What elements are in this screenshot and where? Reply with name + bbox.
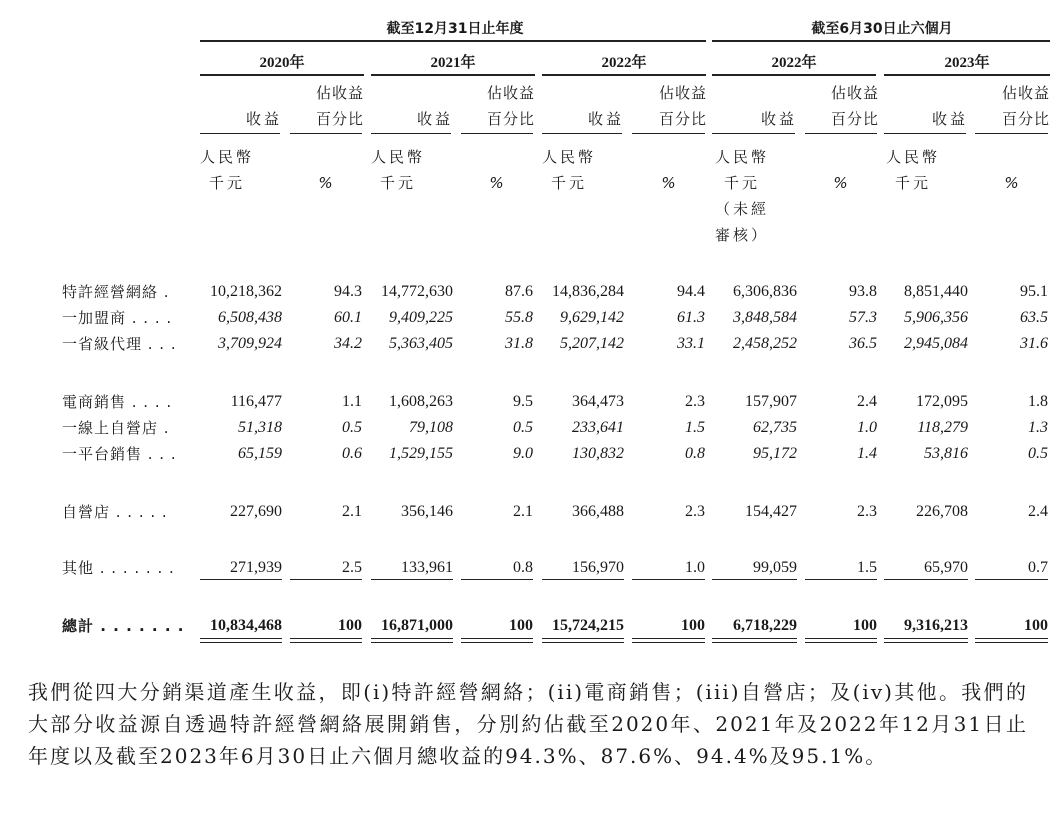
table-cell-revenue: 271,939 [230, 559, 282, 576]
subtotal-rule [461, 579, 533, 580]
table-cell-revenue: 9,629,142 [560, 309, 624, 326]
col-header-pct-line1: 佔收益 [658, 84, 707, 102]
table-cell-revenue: 62,735 [753, 419, 797, 436]
table-cell-revenue: 118,279 [917, 419, 968, 436]
table-cell-pct: 100 [1024, 617, 1048, 634]
table-cell-pct: 1.1 [342, 393, 362, 410]
total-double-rule [975, 642, 1048, 643]
table-row-label: 一加盟商 . . . . [62, 309, 173, 327]
table-cell-revenue: 356,146 [401, 503, 453, 520]
group-header-annual: 截至12月31日止年度 [386, 21, 524, 37]
year-rule [542, 74, 706, 76]
unaudited-line1: （未經 [714, 200, 769, 218]
table-cell-revenue: 233,641 [572, 419, 624, 436]
table-cell-revenue: 10,218,362 [210, 283, 282, 300]
unit-rmb-line1: 人民幣 [541, 148, 596, 166]
year-header-2023: 2023年 [944, 55, 990, 71]
col-header-pct-line2: 百分比 [486, 110, 535, 128]
unit-rmb-line1: 人民幣 [370, 148, 425, 166]
col-header-revenue: 收益 [587, 110, 624, 128]
col-header-pct-line1: 佔收益 [486, 84, 535, 102]
table-cell-pct: 2.5 [342, 559, 362, 576]
table-cell-revenue: 15,724,215 [552, 617, 624, 634]
table-cell-revenue: 3,709,924 [218, 335, 282, 352]
table-cell-revenue: 8,851,440 [904, 283, 968, 300]
table-cell-pct: 100 [338, 617, 362, 634]
table-cell-pct: 100 [853, 617, 877, 634]
table-cell-revenue: 364,473 [572, 393, 624, 410]
description-paragraph: 我們從四大分銷渠道產生收益，即(i)特許經營網絡；(ii)電商銷售；(iii)自營店；及(iv)其他。我們的大部分收益源自透過特許經營網絡展開銷售，分別約佔截至2020年、2021年及2022年12月31日止年度以及截至2023年6月30日止六個月總收益的94.3%、87.6%、94.4%及95.1%。 [28, 680, 1028, 768]
col-header-rule [712, 133, 795, 134]
subtotal-rule [200, 579, 282, 580]
year-header-2020: 2020年 [259, 55, 305, 71]
col-header-rule [542, 133, 622, 134]
table-cell-revenue: 14,836,284 [552, 283, 624, 300]
col-header-rule [461, 133, 533, 134]
table-cell-pct: 60.1 [334, 309, 362, 326]
col-header-pct-line2: 百分比 [1001, 110, 1050, 128]
unit-rmb-line2: 千元 [379, 174, 416, 192]
table-cell-revenue: 154,427 [745, 503, 797, 520]
year-header-2022: 2022年 [601, 55, 647, 71]
table-cell-revenue: 14,772,630 [381, 283, 453, 300]
table-cell-pct: 36.5 [849, 335, 877, 352]
table-cell-pct: 0.5 [513, 419, 533, 436]
total-double-rule [200, 642, 282, 643]
table-cell-pct: 100 [509, 617, 533, 634]
table-cell-pct: 2.3 [685, 503, 705, 520]
col-header-pct-line1: 佔收益 [1001, 84, 1050, 102]
total-double-rule [632, 638, 705, 639]
table-cell-revenue: 157,907 [745, 393, 797, 410]
table-row-label: 總計 . . . . . . . [62, 617, 185, 635]
table-cell-pct: 1.5 [857, 559, 877, 576]
table-cell-revenue: 130,832 [572, 445, 624, 462]
table-cell-pct: 9.5 [513, 393, 533, 410]
table-cell-revenue: 6,306,836 [733, 283, 797, 300]
table-cell-pct: 57.3 [849, 309, 877, 326]
table-cell-revenue: 172,095 [916, 393, 968, 410]
table-cell-pct: 9.0 [513, 445, 533, 462]
table-cell-pct: 55.8 [505, 309, 533, 326]
subtotal-rule [371, 579, 453, 580]
table-cell-revenue: 16,871,000 [381, 617, 453, 634]
unit-rmb-line2: 千元 [208, 174, 245, 192]
subtotal-rule [290, 579, 362, 580]
table-cell-pct: 1.0 [685, 559, 705, 576]
table-cell-pct: 87.6 [505, 283, 533, 300]
table-cell-revenue: 1,608,263 [389, 393, 453, 410]
table-row-label: 一線上自營店 . [62, 419, 170, 437]
table-cell-revenue: 116,477 [230, 393, 282, 410]
table-cell-pct: 93.8 [849, 283, 877, 300]
table-cell-pct: 1.8 [1028, 393, 1048, 410]
col-header-rule [290, 133, 362, 134]
total-double-rule [542, 638, 624, 639]
table-cell-pct: 1.4 [857, 445, 877, 462]
table-cell-pct: 2.3 [857, 503, 877, 520]
total-double-rule [632, 642, 705, 643]
table-cell-revenue: 95,172 [753, 445, 797, 462]
unit-pct: % [661, 174, 679, 192]
table-cell-revenue: 6,508,438 [218, 309, 282, 326]
table-cell-revenue: 9,409,225 [389, 309, 453, 326]
table-cell-pct: 61.3 [677, 309, 705, 326]
col-header-pct-line2: 百分比 [315, 110, 364, 128]
table-cell-revenue: 133,961 [401, 559, 453, 576]
table-row-label: 特許經營網絡 . [62, 283, 170, 301]
table-row-label: 一省級代理 . . . [62, 335, 177, 353]
table-cell-pct: 1.3 [1028, 419, 1048, 436]
table-cell-revenue: 156,970 [572, 559, 624, 576]
total-double-rule [805, 642, 877, 643]
table-cell-revenue: 51,318 [238, 419, 282, 436]
table-cell-revenue: 5,906,356 [904, 309, 968, 326]
total-double-rule [542, 642, 624, 643]
col-header-rule [805, 133, 877, 134]
unit-rmb-line1: 人民幣 [885, 148, 940, 166]
table-cell-revenue: 99,059 [753, 559, 797, 576]
col-header-pct-line1: 佔收益 [315, 84, 364, 102]
year-header-2021: 2021年 [430, 55, 476, 71]
col-header-revenue: 收益 [245, 110, 282, 128]
unit-rmb-line2: 千元 [550, 174, 587, 192]
col-header-revenue: 收益 [760, 110, 797, 128]
total-double-rule [290, 642, 362, 643]
table-row-label: 電商銷售 . . . . [62, 393, 173, 411]
unit-pct: % [489, 174, 507, 192]
table-row-label: 一平台銷售 . . . [62, 445, 177, 463]
total-double-rule [461, 638, 533, 639]
table-cell-revenue: 2,945,084 [904, 335, 968, 352]
table-cell-revenue: 79,108 [409, 419, 453, 436]
table-cell-pct: 95.1 [1020, 283, 1048, 300]
subtotal-rule [805, 579, 877, 580]
table-cell-pct: 2.4 [1028, 503, 1048, 520]
table-cell-revenue: 2,458,252 [733, 335, 797, 352]
col-header-pct-line2: 百分比 [830, 110, 879, 128]
subtotal-rule [712, 579, 797, 580]
total-double-rule [290, 638, 362, 639]
unit-pct: % [318, 174, 336, 192]
subtotal-rule [632, 579, 705, 580]
table-cell-pct: 0.5 [1028, 445, 1048, 462]
subtotal-rule [884, 579, 968, 580]
table-cell-pct: 94.3 [334, 283, 362, 300]
total-double-rule [975, 638, 1048, 639]
col-header-rule [975, 133, 1048, 134]
total-double-rule [884, 638, 968, 639]
year-rule [712, 74, 876, 76]
table-row-label: 其他 . . . . . . . [62, 559, 175, 577]
table-cell-revenue: 3,848,584 [733, 309, 797, 326]
group-rule-annual [200, 40, 706, 42]
year-rule [200, 74, 364, 76]
table-row-label: 自營店 . . . . . [62, 503, 168, 521]
table-cell-revenue: 1,529,155 [389, 445, 453, 462]
table-cell-revenue: 9,316,213 [904, 617, 968, 634]
table-cell-revenue: 366,488 [572, 503, 624, 520]
col-header-pct-line2: 百分比 [658, 110, 707, 128]
year-rule [371, 74, 535, 76]
col-header-rule [884, 133, 966, 134]
table-cell-pct: 0.7 [1028, 559, 1048, 576]
table-cell-pct: 2.1 [513, 503, 533, 520]
unit-rmb-line2: 千元 [894, 174, 931, 192]
table-cell-revenue: 10,834,468 [210, 617, 282, 634]
table-cell-pct: 0.5 [342, 419, 362, 436]
unit-rmb-line2: 千元 [723, 174, 760, 192]
table-cell-pct: 0.6 [342, 445, 362, 462]
year-header-2022-interim: 2022年 [771, 55, 817, 71]
group-rule-interim [712, 40, 1050, 42]
total-double-rule [712, 638, 797, 639]
unit-rmb-line1: 人民幣 [199, 148, 254, 166]
table-cell-pct: 31.8 [505, 335, 533, 352]
col-header-rule [632, 133, 705, 134]
table-cell-pct: 0.8 [513, 559, 533, 576]
table-cell-revenue: 6,718,229 [733, 617, 797, 634]
table-cell-pct: 100 [681, 617, 705, 634]
table-cell-revenue: 65,970 [924, 559, 968, 576]
table-cell-pct: 2.4 [857, 393, 877, 410]
col-header-rule [371, 133, 451, 134]
total-double-rule [371, 638, 453, 639]
unit-rmb-line1: 人民幣 [714, 148, 769, 166]
unaudited-line2: 審核） [714, 226, 769, 244]
table-cell-pct: 94.4 [677, 283, 705, 300]
table-cell-pct: 1.0 [857, 419, 877, 436]
table-cell-revenue: 65,159 [238, 445, 282, 462]
unit-pct: % [1004, 174, 1022, 192]
table-cell-pct: 33.1 [677, 335, 705, 352]
table-cell-revenue: 227,690 [230, 503, 282, 520]
subtotal-rule [542, 579, 624, 580]
table-cell-revenue: 53,816 [924, 445, 968, 462]
table-cell-pct: 31.6 [1020, 335, 1048, 352]
col-header-rule [200, 133, 280, 134]
table-cell-pct: 2.1 [342, 503, 362, 520]
group-header-interim: 截至6月30日止六個月 [811, 21, 953, 37]
col-header-revenue: 收益 [416, 110, 453, 128]
total-double-rule [884, 642, 968, 643]
table-cell-pct: 63.5 [1020, 309, 1048, 326]
table-cell-pct: 1.5 [685, 419, 705, 436]
table-cell-revenue: 5,363,405 [389, 335, 453, 352]
table-cell-pct: 0.8 [685, 445, 705, 462]
total-double-rule [805, 638, 877, 639]
year-rule [884, 74, 1050, 76]
col-header-pct-line1: 佔收益 [830, 84, 879, 102]
table-cell-revenue: 5,207,142 [560, 335, 624, 352]
table-cell-pct: 2.3 [685, 393, 705, 410]
unit-pct: % [833, 174, 851, 192]
col-header-revenue: 收益 [931, 110, 968, 128]
total-double-rule [371, 642, 453, 643]
total-double-rule [712, 642, 797, 643]
total-double-rule [461, 642, 533, 643]
subtotal-rule [975, 579, 1048, 580]
table-cell-revenue: 226,708 [916, 503, 968, 520]
table-cell-pct: 34.2 [334, 335, 362, 352]
total-double-rule [200, 638, 282, 639]
